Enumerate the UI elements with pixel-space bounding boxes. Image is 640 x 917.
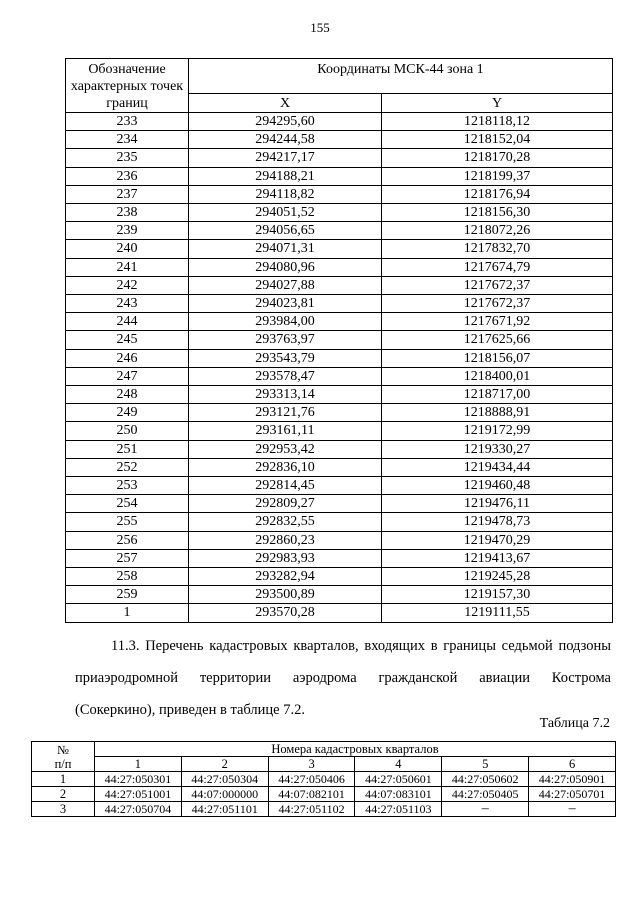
row-number-header-line1: № bbox=[57, 742, 69, 757]
y-coordinate-cell: 1219330,27 bbox=[382, 440, 613, 458]
table-row bbox=[66, 313, 613, 331]
x-coordinate-cell: 294188,21 bbox=[189, 167, 382, 185]
table-row bbox=[32, 772, 616, 787]
point-id-cell: 253 bbox=[66, 477, 189, 495]
point-id-cell: 243 bbox=[66, 295, 189, 313]
column-number-header: 4 bbox=[355, 757, 442, 772]
x-coordinate-cell: 294056,65 bbox=[189, 222, 382, 240]
point-id-cell: 257 bbox=[66, 549, 189, 567]
y-coordinate-cell: 1219478,73 bbox=[382, 513, 613, 531]
cadastral-number-cell: 44:27:050405 bbox=[442, 787, 529, 802]
table-row bbox=[66, 440, 613, 458]
y-coordinate-cell: 1218156,30 bbox=[382, 204, 613, 222]
row-number-cell: 3 bbox=[32, 802, 95, 817]
y-coordinate-cell: 1218156,07 bbox=[382, 349, 613, 367]
cadastral-number-cell: 44:07:082101 bbox=[268, 787, 355, 802]
x-coordinate-cell: 292983,93 bbox=[189, 549, 382, 567]
table-row bbox=[66, 586, 613, 604]
table-row bbox=[66, 204, 613, 222]
y-coordinate-cell: 1219476,11 bbox=[382, 495, 613, 513]
column-number-header: 1 bbox=[95, 757, 182, 772]
y-coordinate-cell: 1217672,37 bbox=[382, 276, 613, 294]
table-row bbox=[66, 568, 613, 586]
x-coordinate-cell: 293570,28 bbox=[189, 604, 382, 622]
x-coordinate-cell: 294244,58 bbox=[189, 131, 382, 149]
x-coordinate-cell: 293984,00 bbox=[189, 313, 382, 331]
cadastral-number-cell: 44:27:050304 bbox=[181, 772, 268, 787]
y-coordinate-cell: 1219460,48 bbox=[382, 477, 613, 495]
x-coordinate-cell: 293578,47 bbox=[189, 367, 382, 385]
cadastral-table-body bbox=[32, 772, 616, 817]
table-row bbox=[32, 787, 616, 802]
x-coordinate-cell: 294217,17 bbox=[189, 149, 382, 167]
table-row bbox=[66, 495, 613, 513]
x-coordinate-cell: 293161,11 bbox=[189, 422, 382, 440]
point-id-cell: 240 bbox=[66, 240, 189, 258]
cadastral-number-cell: 44:07:083101 bbox=[355, 787, 442, 802]
table-row bbox=[66, 131, 613, 149]
row-number-header-line2: п/п bbox=[54, 756, 72, 771]
table-row bbox=[66, 549, 613, 567]
y-coordinate-cell: 1218072,26 bbox=[382, 222, 613, 240]
table-row bbox=[66, 477, 613, 495]
y-coordinate-cell: 1217832,70 bbox=[382, 240, 613, 258]
cadastral-number-cell: 44:27:051103 bbox=[355, 802, 442, 817]
cadastral-number-cell: 44:27:050701 bbox=[529, 787, 616, 802]
cadastral-number-cell: 44:27:050602 bbox=[442, 772, 529, 787]
point-id-cell: 239 bbox=[66, 222, 189, 240]
table-row bbox=[66, 404, 613, 422]
cadastral-number-cell: 44:27:051101 bbox=[181, 802, 268, 817]
table-row bbox=[66, 604, 613, 622]
y-coordinate-cell: 1219157,30 bbox=[382, 586, 613, 604]
paragraph-line-3: (Сокеркино), приведен в таблице 7.2. bbox=[75, 702, 305, 718]
point-label-header: Обозначение характерных точек границ bbox=[66, 59, 189, 113]
x-column-header: X bbox=[189, 94, 382, 113]
point-id-cell: 236 bbox=[66, 167, 189, 185]
point-id-cell: 254 bbox=[66, 495, 189, 513]
y-coordinate-cell: 1217674,79 bbox=[382, 258, 613, 276]
y-coordinate-cell: 1218199,37 bbox=[382, 167, 613, 185]
point-id-cell: 244 bbox=[66, 313, 189, 331]
x-coordinate-cell: 292809,27 bbox=[189, 495, 382, 513]
point-id-cell: 259 bbox=[66, 586, 189, 604]
cadastral-column-numbers bbox=[32, 757, 616, 772]
x-coordinate-cell: 292832,55 bbox=[189, 513, 382, 531]
y-coordinate-cell: 1217671,92 bbox=[382, 313, 613, 331]
paragraph-line-1: 11.3. Перечень кадастровых кварталов, входящих в границы седьмой подзоны bbox=[111, 638, 611, 654]
page-number: 155 bbox=[310, 20, 330, 35]
y-column-header: Y bbox=[382, 94, 613, 113]
point-id-cell: 252 bbox=[66, 458, 189, 476]
table-row bbox=[66, 167, 613, 185]
x-coordinate-cell: 293500,89 bbox=[189, 586, 382, 604]
point-id-cell: 255 bbox=[66, 513, 189, 531]
x-coordinate-cell: 292953,42 bbox=[189, 440, 382, 458]
point-id-cell: 234 bbox=[66, 131, 189, 149]
x-coordinate-cell: 293543,79 bbox=[189, 349, 382, 367]
table-row bbox=[66, 295, 613, 313]
point-id-cell: 245 bbox=[66, 331, 189, 349]
paragraph-line-2: приаэродромной территории аэродрома гражданской авиации Кострома bbox=[75, 670, 611, 686]
row-number-cell: 1 bbox=[32, 772, 95, 787]
table-row bbox=[66, 531, 613, 549]
y-coordinate-cell: 1218170,28 bbox=[382, 149, 613, 167]
cadastral-number-cell: 44:27:050704 bbox=[95, 802, 182, 817]
point-id-cell: 238 bbox=[66, 204, 189, 222]
x-coordinate-cell: 294295,60 bbox=[189, 113, 382, 131]
y-coordinate-cell: 1218176,94 bbox=[382, 185, 613, 203]
x-coordinate-cell: 294023,81 bbox=[189, 295, 382, 313]
cadastral-number-cell: 44:07:000000 bbox=[181, 787, 268, 802]
cadastral-number-cell: 44:27:051102 bbox=[268, 802, 355, 817]
point-id-cell: 242 bbox=[66, 276, 189, 294]
x-coordinate-cell: 293313,14 bbox=[189, 386, 382, 404]
table-row bbox=[66, 458, 613, 476]
column-number-header: 5 bbox=[442, 757, 529, 772]
x-coordinate-cell: 294027,88 bbox=[189, 276, 382, 294]
column-number-header: 6 bbox=[529, 757, 616, 772]
y-coordinate-cell: 1218888,91 bbox=[382, 404, 613, 422]
table-row bbox=[66, 222, 613, 240]
table-row bbox=[32, 802, 616, 817]
x-coordinate-cell: 292860,23 bbox=[189, 531, 382, 549]
y-coordinate-cell: 1218400,01 bbox=[382, 367, 613, 385]
point-id-cell: 258 bbox=[66, 568, 189, 586]
y-coordinate-cell: 1219245,28 bbox=[382, 568, 613, 586]
point-id-cell: 250 bbox=[66, 422, 189, 440]
point-id-cell: 256 bbox=[66, 531, 189, 549]
table-row bbox=[66, 240, 613, 258]
point-id-cell: 247 bbox=[66, 367, 189, 385]
point-id-cell: 233 bbox=[66, 113, 189, 131]
x-coordinate-cell: 292814,45 bbox=[189, 477, 382, 495]
cadastral-table bbox=[31, 741, 616, 817]
point-id-cell: 235 bbox=[66, 149, 189, 167]
point-id-cell: 1 bbox=[66, 604, 189, 622]
point-id-cell: 251 bbox=[66, 440, 189, 458]
cadastral-number-cell: 44:27:050901 bbox=[529, 772, 616, 787]
row-number-cell: 2 bbox=[32, 787, 95, 802]
coords-label-header: Координаты МСК-44 зона 1 bbox=[189, 59, 613, 94]
point-id-cell: 249 bbox=[66, 404, 189, 422]
cadastral-number-cell: 44:27:050406 bbox=[268, 772, 355, 787]
x-coordinate-cell: 292836,10 bbox=[189, 458, 382, 476]
y-coordinate-cell: 1219111,55 bbox=[382, 604, 613, 622]
x-coordinate-cell: 294051,52 bbox=[189, 204, 382, 222]
point-id-cell: 241 bbox=[66, 258, 189, 276]
y-coordinate-cell: 1219413,67 bbox=[382, 549, 613, 567]
table-row bbox=[66, 367, 613, 385]
x-coordinate-cell: 294080,96 bbox=[189, 258, 382, 276]
table-row bbox=[66, 386, 613, 404]
point-id-cell: 237 bbox=[66, 185, 189, 203]
column-number-header: 3 bbox=[268, 757, 355, 772]
coordinates-table-body bbox=[66, 113, 613, 623]
y-coordinate-cell: 1217625,66 bbox=[382, 331, 613, 349]
point-id-cell: 248 bbox=[66, 386, 189, 404]
table-row bbox=[66, 422, 613, 440]
cadastral-title-header: Номера кадастровых кварталов bbox=[95, 742, 616, 757]
y-coordinate-cell: 1219434,44 bbox=[382, 458, 613, 476]
y-coordinate-cell: 1219172,99 bbox=[382, 422, 613, 440]
x-coordinate-cell: 294118,82 bbox=[189, 185, 382, 203]
y-coordinate-cell: 1218118,12 bbox=[382, 113, 613, 131]
y-coordinate-cell: 1218717,00 bbox=[382, 386, 613, 404]
table-row bbox=[66, 513, 613, 531]
x-coordinate-cell: 293282,94 bbox=[189, 568, 382, 586]
table-row bbox=[66, 185, 613, 203]
table-row bbox=[66, 258, 613, 276]
table-caption: Таблица 7.2 bbox=[539, 716, 610, 731]
y-coordinate-cell: 1219470,29 bbox=[382, 531, 613, 549]
table-row bbox=[66, 349, 613, 367]
table-row bbox=[66, 149, 613, 167]
cadastral-number-cell: 44:27:050301 bbox=[95, 772, 182, 787]
column-number-header: 2 bbox=[181, 757, 268, 772]
x-coordinate-cell: 294071,31 bbox=[189, 240, 382, 258]
x-coordinate-cell: 293763,97 bbox=[189, 331, 382, 349]
point-id-cell: 246 bbox=[66, 349, 189, 367]
coordinates-table bbox=[65, 58, 613, 623]
y-coordinate-cell: 1217672,37 bbox=[382, 295, 613, 313]
cadastral-number-cell: – bbox=[529, 802, 616, 817]
x-coordinate-cell: 293121,76 bbox=[189, 404, 382, 422]
table-row bbox=[66, 331, 613, 349]
table-row bbox=[66, 276, 613, 294]
cadastral-number-cell: 44:27:050601 bbox=[355, 772, 442, 787]
row-number-header bbox=[32, 742, 95, 772]
table-row bbox=[66, 113, 613, 131]
cadastral-number-cell: – bbox=[442, 802, 529, 817]
cadastral-number-cell: 44:27:051001 bbox=[95, 787, 182, 802]
y-coordinate-cell: 1218152,04 bbox=[382, 131, 613, 149]
